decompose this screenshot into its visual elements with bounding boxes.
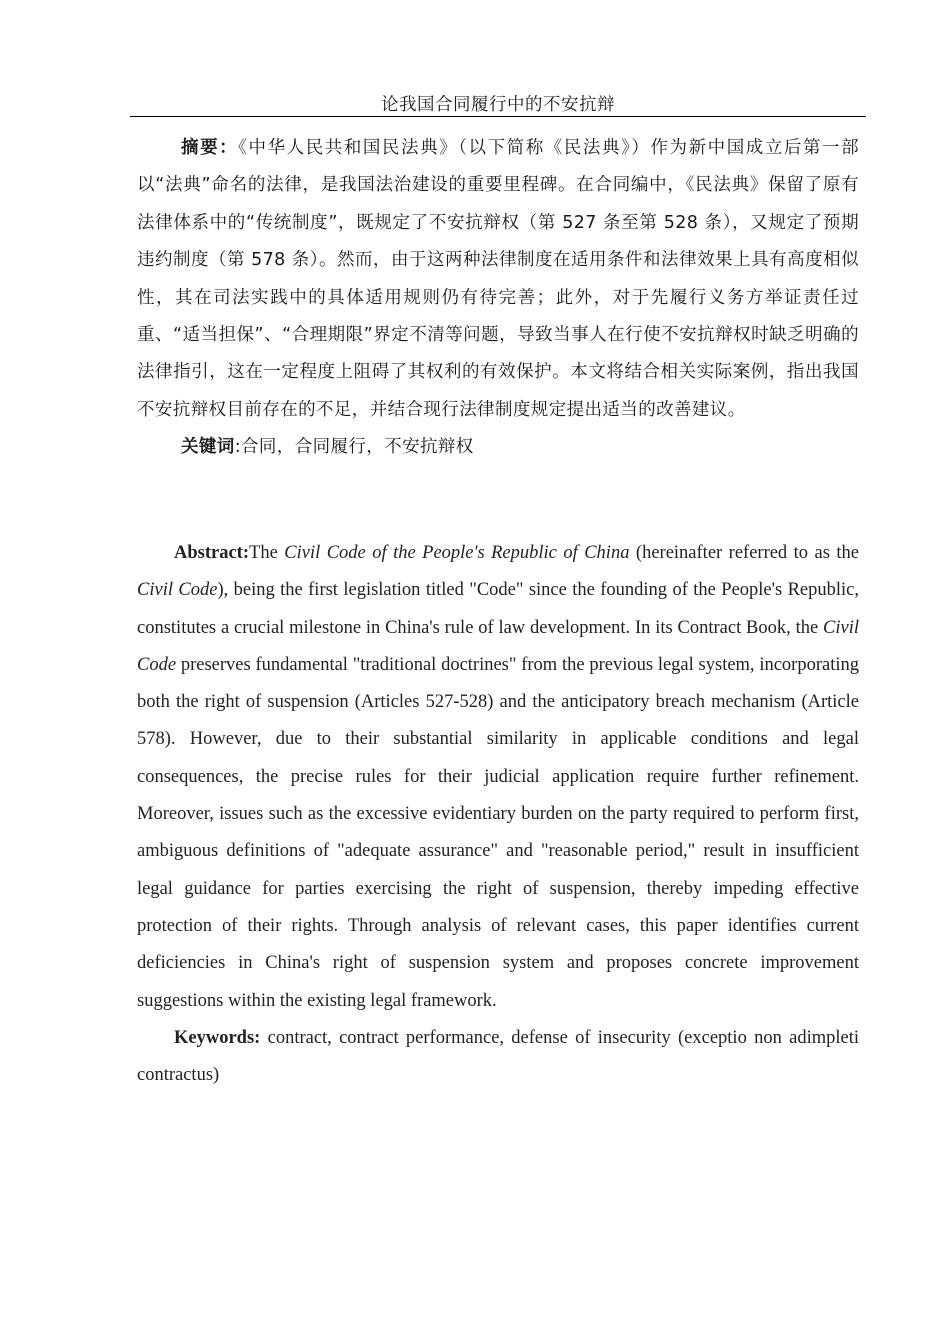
code-short-title-italic-2: Civil Code [137,617,859,675]
chinese-abstract-text: 《中华人民共和国民法典》（以下简称《民法典》）作为新中国成立后第一部以“法典”命名的法律，是我国法治建设的重要里程碑。在合同编中，《民法典》保留了原有法律体系中的“传统制度”，既规定了不安抗辩权（第 527 条至第 528 条），又规定了预期违约制度（第 578 条）。然而，由于这两种法律制度在适用条件和法律效果上具有高度相似性，其在司法实践中的具体适用规则仍有待完善；此外，对于先履行义务方举证责任过重、“适当担保”、“合理期限”界定不清等问题，导致当事人在行使不安抗辩权时缺乏明确的法律指引，这在一定程度上阻碍了其权利的有效保护。本文将结合相关实际案例，指出我国不安抗辩权目前存在的不足，并结合现行法律制度规定提出适当的改善建议。 [137,138,859,420]
chinese-keywords [137,429,859,466]
code-title-italic: Civil Code of the People's Republic of China [284,543,630,563]
chinese-abstract [137,130,859,429]
chinese-keywords-separator: : [234,437,241,458]
english-abstract-label: Abstract: [174,543,250,563]
english-keywords-label: Keywords: [174,1027,261,1048]
chinese-keywords-label: 关键词 [181,437,235,458]
english-abstract [137,535,859,1020]
chinese-abstract-section [137,130,859,467]
chinese-abstract-label: 摘要： [181,138,239,158]
english-keywords [137,1020,859,1095]
code-short-title-italic: Civil Code [137,580,218,601]
chinese-keywords-text: 合同，合同履行，不安抗辩权 [241,437,474,458]
english-abstract-text-1: The [249,543,285,563]
english-abstract-section [137,535,859,1094]
english-keywords-text: contract, contract performance, defense of insecurity (exceptio non adimpleti contractus) [137,1027,859,1086]
english-abstract-text-2: (hereinafter referred to as the [629,543,859,563]
english-abstract-text-3: ), being the first legislation titled "Code" since the founding of the People's Republic, constitutes a crucial milestone in China's rule of law development. In its Contract Book, the [137,580,859,638]
english-abstract-text-4: preserves fundamental "traditional doctrines" from the previous legal system, incorporating both the right of suspension (Articles 527-528) and the anticipatory breach mechanism (Article 578). However, due to their substantial similarity in applicable conditions and legal consequences, the precise rules for their judicial application require further refinement. Moreover, issues such as the excessive evidentiary burden on the party required to perform first, ambiguous definitions of "adequate assurance" and "reasonable period," result in insufficient legal guidance for parties exercising the right of suspension, thereby impeding effective protection of their rights. Through analysis of relevant cases, this paper identifies current deficiencies in China's right of suspension system and proposes concrete improvement suggestions within the existing legal framework. [137,654,859,1011]
header-rule [130,116,866,117]
running-header: 论我国合同履行中的不安抗辩 [381,95,615,115]
